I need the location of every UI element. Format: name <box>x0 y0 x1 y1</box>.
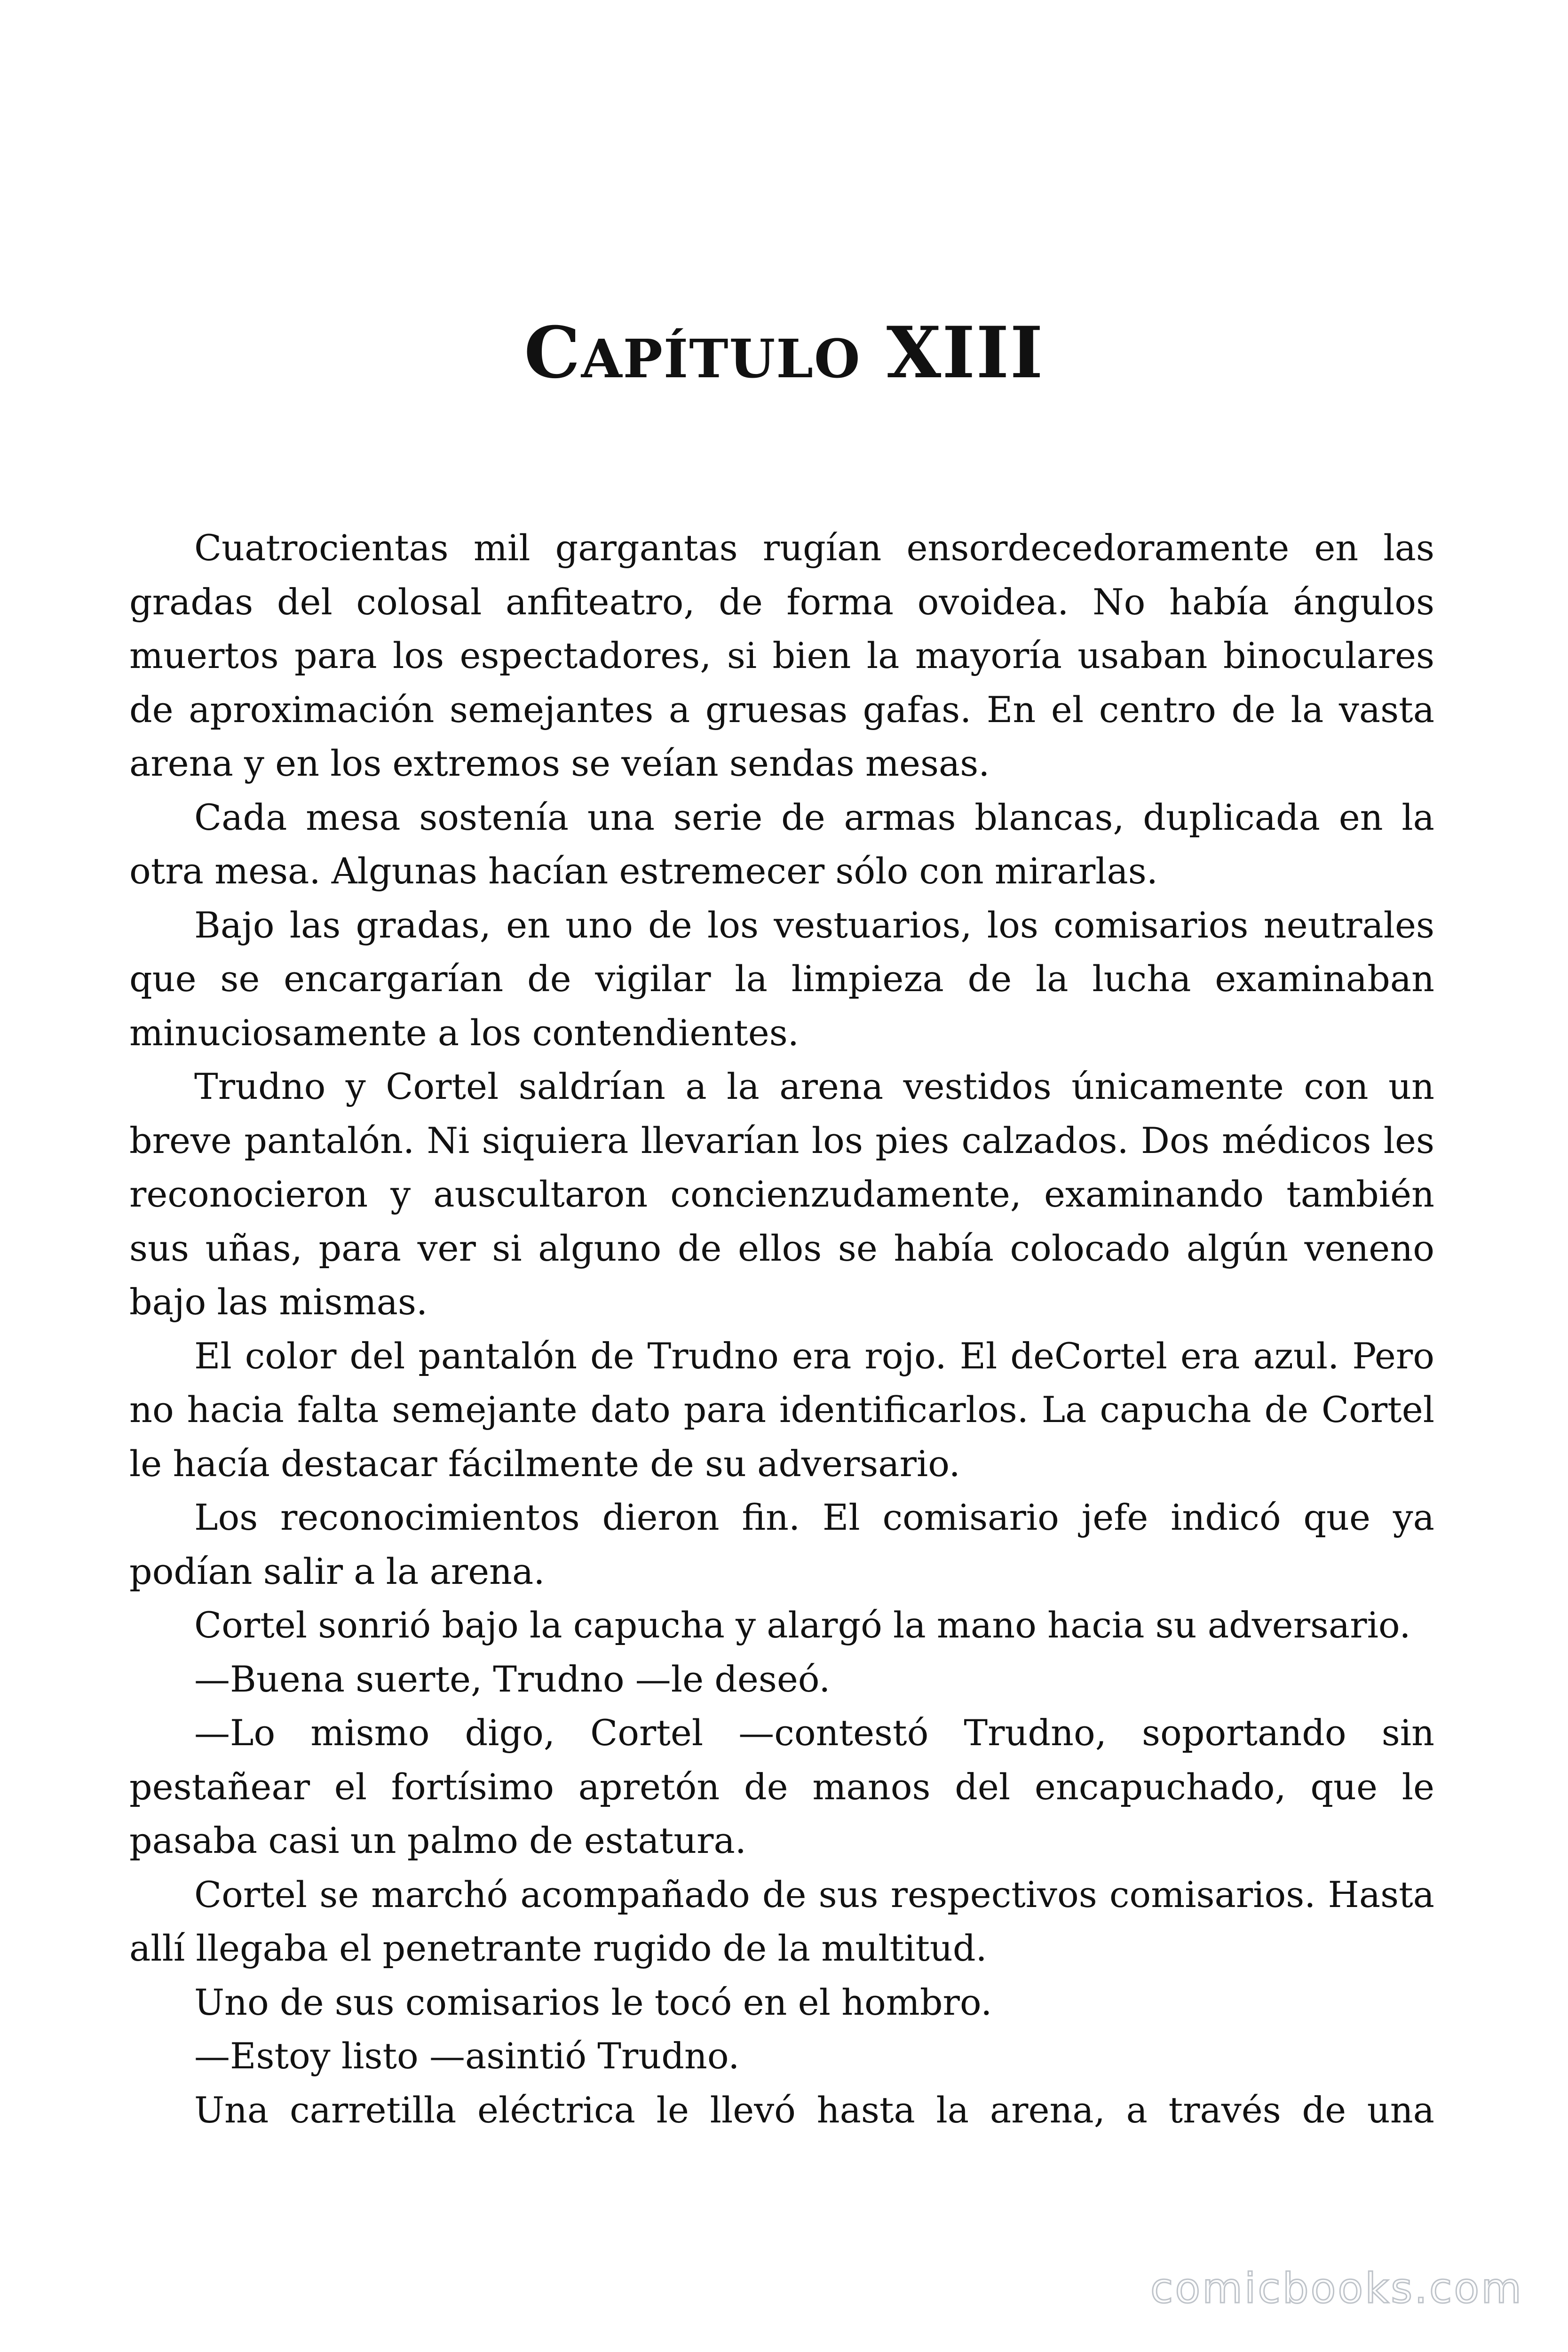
paragraph: Bajo las gradas, en uno de los vestuarios, los comisarios neutrales que se encargarían de vigilar la limpieza de la lucha examinaban minuciosamente a los contendientes. <box>129 904 1434 1054</box>
paragraph: El color del pantalón de Trudno era rojo. El deCortel era azul. Pero no hacia falta semejante dato para identificarlos. La capucha de Cortel le hacía destacar fácilmente de su adversario. <box>129 1335 1434 1485</box>
paragraph: Cortel sonrió bajo la capucha y alargó la mano hacia su adversario. <box>194 1604 1411 1646</box>
dialogue-paragraph: —Lo mismo digo, Cortel —contestó Trudno, soportando sin pestañear el fortísimo apretón de manos del encapuchado, que le pasaba casi un palmo de estatura. <box>129 1712 1434 1861</box>
paragraph: Los reconocimientos dieron fin. El comisario jefe indicó que ya podían salir a la arena. <box>129 1496 1434 1592</box>
paragraph: Uno de sus comisarios le tocó en el hombro. <box>194 1981 992 2023</box>
chapter-heading-numeral: XIII <box>886 311 1044 394</box>
dialogue-paragraph: —Estoy listo —asintió Trudno. <box>194 2035 740 2077</box>
paragraph: Trudno y Cortel saldrían a la arena vestidos únicamente con un breve pantalón. Ni siquiera llevarían los pies calzados. Dos médicos les reconocieron y auscultaron concienzudamente, examinando también sus uñas, para ver si alguno de ellos se había colocado algún veneno bajo las mismas. <box>129 1065 1434 1323</box>
chapter-heading <box>0 310 1568 402</box>
paragraph: Cortel se marchó acompañado de sus respectivos comisarios. Hasta allí llegaba el penetrante rugido de la multitud. <box>129 1873 1434 1969</box>
chapter-heading-word: APÍTULO <box>581 328 861 390</box>
chapter-body <box>129 521 1434 2137</box>
paragraph: Cuatrocientas mil gargantas rugían ensordecedoramente en las gradas del colosal anfiteatro, de forma ovoidea. No había ángulos muertos para los espectadores, si bien la mayoría usaban binoculares de aproximación semejantes a gruesas gafas. En el centro de la vasta arena y en los extremos se veían sendas mesas. <box>129 527 1434 784</box>
watermark: comicbooks.com <box>1150 2264 1523 2312</box>
paragraph: Cada mesa sostenía una serie de armas blancas, duplicada en la otra mesa. Algunas hacían estremecer sólo con mirarlas. <box>129 796 1434 892</box>
chapter-heading-initial: C <box>524 311 581 394</box>
paragraph-continued: Una carretilla eléctrica le llevó hasta la arena, a través de una <box>194 2089 1434 2131</box>
dialogue-paragraph: —Buena suerte, Trudno —le deseó. <box>194 1658 831 1700</box>
